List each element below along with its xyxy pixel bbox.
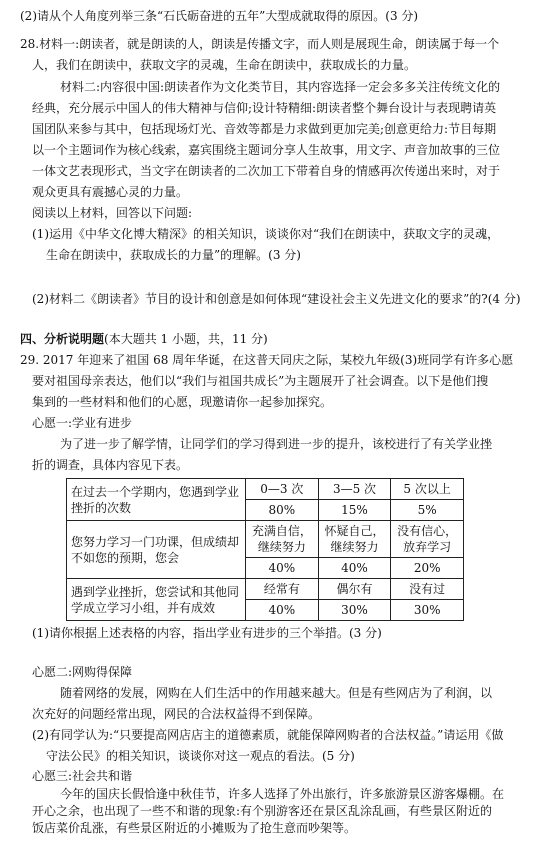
q28-part1-line2: 生命在朗读中，获取成长的力量”的理解。(3 分) (46, 248, 301, 262)
wish2-question-line1: (2)有同学认为:“只要提高网店店主的道德素质，就能保障网购者的合法权益。”请运用《做 (32, 728, 504, 742)
wish3-title: 心愿三:社会共和谐 (32, 769, 133, 783)
row3-val-2: 30% (318, 600, 391, 621)
wish1-question: (1)请你根据上述表格的内容，指出学业有进步的三个举措。(3 分) (32, 626, 382, 640)
q29-intro-line2: 要对祖国母亲表达，他们以“我们与祖国共成长”为主题展开了社会调查。以下是他们搜 (32, 374, 489, 388)
row3-val-3: 30% (391, 600, 464, 621)
row1-val-3: 5% (391, 500, 464, 521)
q28-material1-line2: 人，我们在朗读中，获取文字的灵魂，生命在朗读中，获取成长的力量。 (32, 58, 417, 72)
q28-material1-line1: 28.材料一:朗读者，就是朗读的人，朗读是传播文字，而人则是展现生命，朗读属于每一个 (20, 37, 500, 51)
wish1-text-line2: 折的调查，具体内容见下表。 (32, 458, 189, 472)
wish2-title: 心愿二:网购得保障 (32, 665, 133, 679)
wish1-text-line1: 为了进一步了解学情，让同学们的学习得到进一步的提升，该校进行了有关学业挫 (60, 437, 493, 451)
wish1-title: 心愿一:学业有进步 (32, 416, 133, 430)
table-row (67, 479, 464, 500)
table-row (67, 521, 464, 558)
q28-material2-line4: 以一个主题词作为核心线索，嘉宾围绕主题词分享人生故事，用文字、声音加故事的三位 (32, 143, 501, 157)
row1-head-3: 5 次以上 (391, 479, 464, 500)
row3-head-2: 偶尔有 (318, 579, 391, 600)
q28-part2: (2)材料二《朗读者》节目的设计和创意是如何体现“建设社会主义先进文化的要求”的?(4 分) (32, 292, 521, 306)
q28-material2-line5: 一体文艺表现形式，当文字在朗读者的二次加工下带着自身的情感再次传递出来时，对于 (32, 164, 501, 178)
q27-part2: (2)请从个人角度列举三条“石氏砺奋进的五年”大型成就取得的原因。(3 分) (20, 9, 419, 23)
row2-head-2: 怀疑自己，继续努力 (318, 521, 391, 558)
wish3-text-line2: 开心之余，也出现了一些不和谐的现象:有个别游客还在景区乱涂乱画，有些景区附近的 (32, 804, 493, 818)
q28-material2-line3: 国团队来参与其中，包括现场灯光、音效等都是力求做到更加完美;创意更给力:节目每期 (32, 122, 497, 136)
table-row (67, 579, 464, 600)
row3-val-1: 40% (246, 600, 319, 621)
section-4-subtitle: (本大题共 1 小题，共，11 分) (104, 332, 268, 346)
q29-intro-line1: 29. 2017 年迎来了祖国 68 周年华诞，在这普天同庆之际，某校九年级(3)班同学有许多心愿 (20, 353, 514, 367)
q28-material2-line2: 经典，充分展示中国人的伟大精神与信仰;设计特精细:朗读者整个舞台设计与表现聘请英 (32, 101, 497, 115)
wish2-text-line2: 次充好的问题经常出现，网民的合法权益得不到保障。 (32, 707, 321, 721)
row2-label: 您努力学习一门功课，但成绩却不如您的预期，您会 (67, 521, 246, 579)
wish3-text-line1: 今年的国庆长假恰逢中秋佳节，许多人选择了外出旅行，许多旅游景区游客爆棚。在 (60, 787, 505, 801)
row2-val-1: 40% (246, 558, 319, 579)
row3-head-1: 经常有 (246, 579, 319, 600)
row2-head-1: 充满自信，继续努力 (246, 521, 319, 558)
row1-head-2: 3—5 次 (318, 479, 391, 500)
row2-head-3: 没有信心，放弃学习 (391, 521, 464, 558)
q29-intro-line3: 集到的一些材料和他们的心愿，现邀请你一起参加探究。 (32, 395, 333, 409)
wish3-text-line3: 饭店菜价乱涨，有些景区附近的小摊贩为了抢生意而吵架等。 (32, 821, 357, 835)
q28-material2-line6: 观众更具有震撼心灵的力量。 (32, 185, 189, 199)
section-4-title: 四、分析说明题 (20, 332, 105, 346)
row2-val-2: 40% (318, 558, 391, 579)
wish2-text-line1: 随着网络的发展，网购在人们生活中的作用越来越大。但是有些网店为了利润，以 (60, 686, 493, 700)
row3-label: 遇到学业挫折，您尝试和其他同学成立学习小组，并有成效 (67, 579, 246, 621)
wish2-question-line2: 守法公民》的相关知识，谈谈你对这一观点的看法。(5 分) (46, 749, 355, 763)
q28-material2-line1: 材料二:内容很中国:朗读者作为文化类节目，其内容选择一定会多多关注传统文化的 (60, 80, 501, 94)
survey-table (66, 478, 464, 621)
q28-part1-line1: (1)运用《中华文化博大精深》的相关知识，谈谈你对“我们在朗读中，获取文字的灵魂， (32, 227, 500, 241)
row1-head-1: 0—3 次 (246, 479, 319, 500)
row1-label: 在过去一个学期内，您遇到学业挫折的次数 (67, 479, 246, 521)
row3-head-3: 没有过 (391, 579, 464, 600)
row1-val-2: 15% (318, 500, 391, 521)
q28-instruction: 阅读以上材料，回答以下问题: (32, 206, 193, 220)
row1-val-1: 80% (246, 500, 319, 521)
section-4-heading (20, 331, 541, 347)
row2-val-3: 20% (391, 558, 464, 579)
